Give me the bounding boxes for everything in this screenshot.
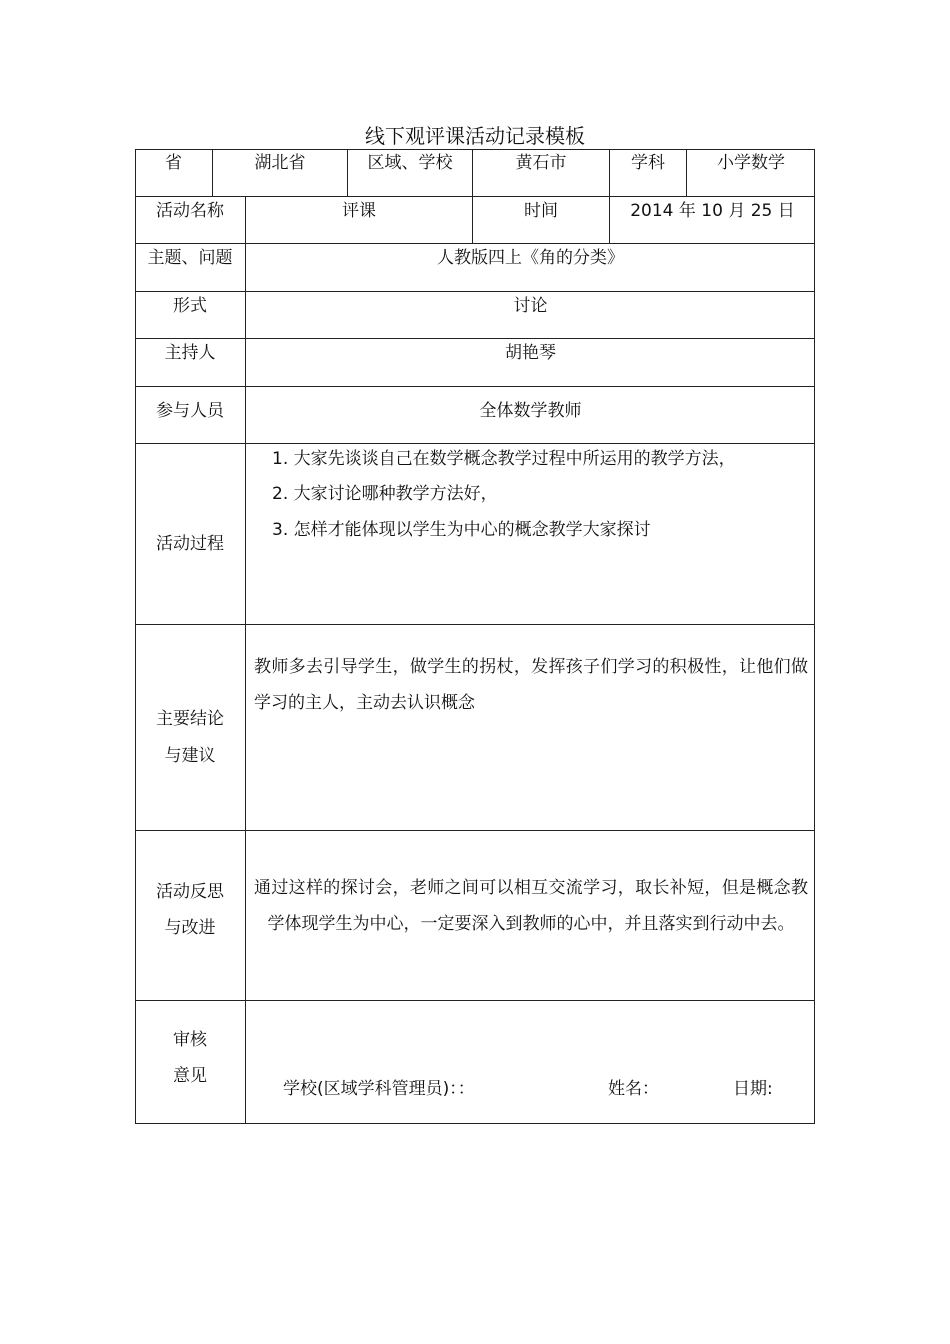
row-divider: [135, 1000, 815, 1001]
review-label-line2: 意见: [173, 1066, 207, 1086]
format-label: 形式: [173, 296, 207, 316]
area-school-value: 黄石市: [515, 153, 567, 173]
host-value: 胡艳琴: [505, 343, 556, 363]
row-divider: [135, 386, 815, 387]
conclusion-text: 教师多去引导学生，做学生的拐杖，发挥孩子们学习的积极性，让他们做学习的主人，主动去认识概念: [254, 657, 808, 713]
review-name-label: 姓名：: [608, 1079, 659, 1099]
host-label: 主持人: [164, 343, 216, 363]
row-divider: [135, 830, 815, 831]
topic-label: 主题、问题: [147, 248, 233, 268]
conclusion-label-line2: 与建议: [164, 746, 216, 766]
reflection-label-line2: 与改进: [164, 918, 216, 938]
process-item: 2. 大家讨论哪种教学方法好，: [272, 484, 498, 504]
subject-value: 小学数学: [717, 153, 785, 173]
area-school-label: 区域、学校: [367, 153, 453, 173]
col-divider: [245, 243, 246, 1124]
row-divider: [135, 338, 815, 339]
process-label: 活动过程: [156, 534, 224, 554]
row-divider: [135, 196, 815, 197]
topic-value: 人教版四上《角的分类》: [437, 248, 624, 268]
row-divider: [135, 624, 815, 625]
format-value: 讨论: [513, 296, 548, 316]
activity-name-label: 活动名称: [156, 201, 224, 221]
time-label: 时间: [524, 201, 558, 221]
subject-label: 学科: [631, 153, 665, 173]
province-label: 省: [165, 153, 182, 173]
conclusion-label-line1: 主要结论: [156, 709, 224, 729]
row-divider: [135, 443, 815, 444]
row-divider: [135, 291, 815, 292]
review-school-label: 学校(区域学科管理员)：：: [283, 1079, 475, 1099]
province-value: 湖北省: [254, 153, 306, 173]
process-item: 3. 怎样才能体现以学生为中心的概念教学大家探讨: [272, 520, 651, 540]
page-title: 线下观评课活动记录模板: [365, 124, 585, 148]
time-value: 2014 年 10 月 25 日: [630, 201, 795, 221]
review-date-label: 日期:: [733, 1079, 773, 1099]
participants-label: 参与人员: [156, 401, 224, 421]
participants-value: 全体数学教师: [479, 401, 582, 421]
reflection-text: 通过这样的探讨会，老师之间可以相互交流学习，取长补短，但是概念教学体现学生为中心，一定要深入到教师的心中，并且落实到行动中去。: [254, 878, 808, 934]
reflection-label-line1: 活动反思: [156, 882, 224, 902]
process-item: 1. 大家先谈谈自己在数学概念教学过程中所运用的教学方法，: [272, 449, 736, 469]
review-label-line1: 审核: [173, 1030, 207, 1050]
activity-name-value: 评课: [342, 201, 376, 221]
row-divider: [135, 243, 815, 244]
